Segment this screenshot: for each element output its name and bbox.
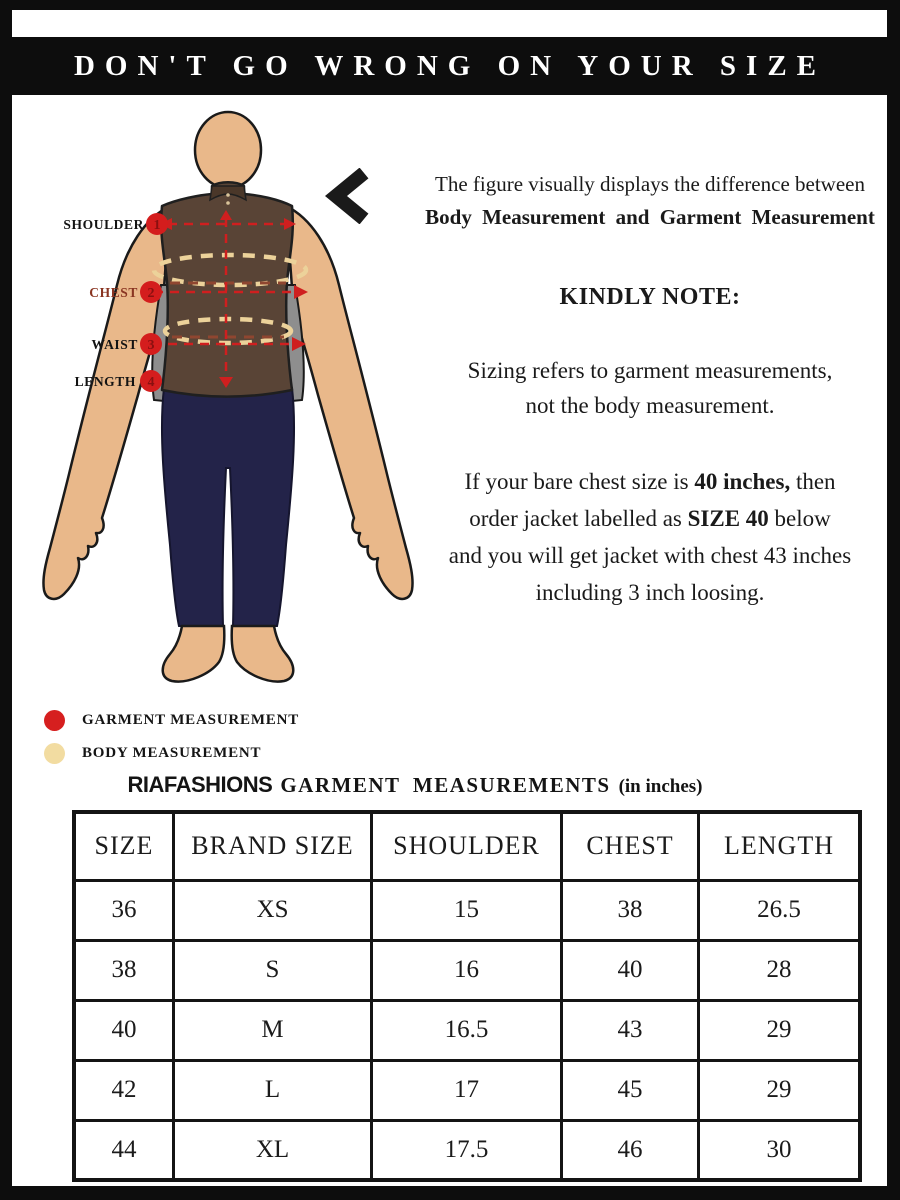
marker-number-1: 1 xyxy=(153,218,161,233)
marker-number-2: 2 xyxy=(147,286,155,301)
figure-label-chest: CHEST xyxy=(89,285,138,300)
kindly-note-heading: KINDLY NOTE: xyxy=(559,284,741,310)
table-cell: 38 xyxy=(74,940,174,1000)
column-header: SHOULDER xyxy=(372,812,562,880)
table-cell: 26.5 xyxy=(699,880,861,940)
table-cell: 17.5 xyxy=(372,1120,562,1180)
chest-line-3: and you will get jacket with chest 43 inches xyxy=(448,543,852,568)
chest-line-1: If your bare chest size is 40 inches, then xyxy=(464,469,836,494)
chest-line-4: including 3 inch loosing. xyxy=(535,580,765,605)
table-cell: 17 xyxy=(372,1060,562,1120)
table-cell: 42 xyxy=(74,1060,174,1120)
chevron-left-icon xyxy=(325,168,371,224)
table-cell: XS xyxy=(174,880,372,940)
size-chart-table xyxy=(72,810,862,1182)
brand-name: RIAFASHIONS xyxy=(127,772,273,797)
legend-row-body xyxy=(44,737,299,770)
table-cell: L xyxy=(174,1060,372,1120)
frame-border-right xyxy=(887,0,900,1200)
footer-bar xyxy=(0,1186,900,1200)
table-cell: 16 xyxy=(372,940,562,1000)
table-cell: XL xyxy=(174,1120,372,1180)
body-figure-illustration xyxy=(20,100,440,700)
column-header: SIZE xyxy=(74,812,174,880)
column-header: BRAND SIZE xyxy=(174,812,372,880)
table-cell: 36 xyxy=(74,880,174,940)
page-title: DON'T GO WRONG ON YOUR SIZE xyxy=(73,49,827,82)
table-cell: 44 xyxy=(74,1120,174,1180)
sizing-line-1: Sizing refers to garment measurements, xyxy=(467,358,833,383)
legend-row-garment xyxy=(44,704,299,737)
sizing-note xyxy=(412,353,888,423)
column-header: CHEST xyxy=(562,812,699,880)
intro-line-2: Body Measurement and Garment Measurement xyxy=(425,205,875,229)
legend-body-label: BODY MEASUREMENT xyxy=(82,745,262,761)
table-cell: 15 xyxy=(372,880,562,940)
column-header: LENGTH xyxy=(699,812,861,880)
figure-label-length: LENGTH xyxy=(74,374,136,389)
table-cell: S xyxy=(174,940,372,1000)
table-cell: 45 xyxy=(562,1060,699,1120)
table-cell: 43 xyxy=(562,1000,699,1060)
table-row xyxy=(74,1120,860,1180)
table-cell: 29 xyxy=(699,1000,861,1060)
sizing-line-2: not the body measurement. xyxy=(525,393,775,418)
table-row xyxy=(74,1060,860,1120)
table-cell: 29 xyxy=(699,1060,861,1120)
marker-number-4: 4 xyxy=(147,375,155,390)
chest-example-note xyxy=(412,463,888,611)
frame-border-left xyxy=(0,0,12,1200)
table-body xyxy=(74,880,860,1180)
table-row xyxy=(74,1000,860,1060)
figure-label-shoulder: SHOULDER xyxy=(63,217,144,232)
body-measurement-dot-icon xyxy=(44,743,65,764)
intro-line-1: The figure visually displays the difference between xyxy=(435,172,865,196)
figure-label-waist: WAIST xyxy=(91,337,138,352)
table-cell: 40 xyxy=(74,1000,174,1060)
legend xyxy=(44,704,299,770)
table-title xyxy=(20,772,810,798)
garment-measurement-dot-icon xyxy=(44,710,65,731)
table-row xyxy=(74,940,860,1000)
table-cell: 16.5 xyxy=(372,1000,562,1060)
figure-feet xyxy=(163,626,294,682)
table-cell: 46 xyxy=(562,1120,699,1180)
table-cell: 40 xyxy=(562,940,699,1000)
frame-border-top xyxy=(0,0,900,10)
table-cell: 28 xyxy=(699,940,861,1000)
table-row xyxy=(74,880,860,940)
info-text-column xyxy=(412,168,888,611)
marker-number-3: 3 xyxy=(147,338,155,353)
table-cell: 30 xyxy=(699,1120,861,1180)
table-title-text: GARMENT MEASUREMENTS xyxy=(280,773,611,797)
chest-line-2: order jacket labelled as SIZE 40 below xyxy=(469,506,831,531)
table-title-units: (in inches) xyxy=(618,776,703,797)
figure-pants xyxy=(162,388,294,626)
title-banner xyxy=(0,37,900,95)
legend-garment-label: GARMENT MEASUREMENT xyxy=(82,712,300,728)
table-cell: M xyxy=(174,1000,372,1060)
table-cell: 38 xyxy=(562,880,699,940)
table-header-row xyxy=(74,812,860,880)
